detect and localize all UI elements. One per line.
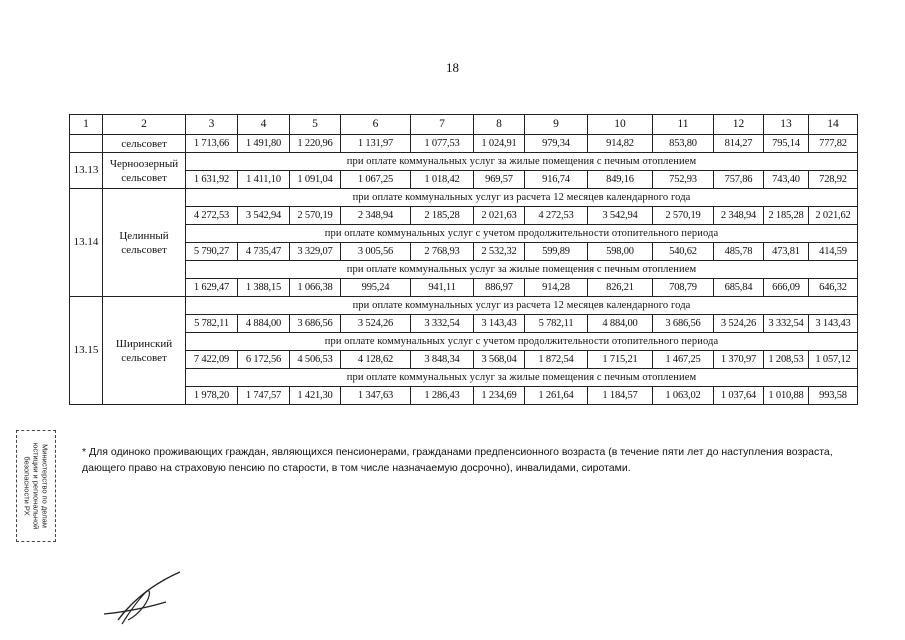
value-cell: 916,74 bbox=[525, 171, 588, 189]
value-cell: 1 091,04 bbox=[290, 171, 341, 189]
value-cell: 1 347,63 bbox=[341, 387, 411, 405]
value-cell: 969,57 bbox=[474, 171, 525, 189]
column-number: 14 bbox=[809, 115, 858, 135]
value-cell: 1 491,80 bbox=[238, 135, 290, 153]
condition-row bbox=[70, 153, 858, 171]
value-cell: 1 131,97 bbox=[341, 135, 411, 153]
value-cell: 3 332,54 bbox=[411, 315, 474, 333]
value-cell: 1 010,88 bbox=[764, 387, 809, 405]
value-cell: 1 747,57 bbox=[238, 387, 290, 405]
value-cell: 540,62 bbox=[653, 243, 714, 261]
value-cell: 2 532,32 bbox=[474, 243, 525, 261]
table-row bbox=[70, 315, 858, 333]
value-cell: 2 348,94 bbox=[714, 207, 764, 225]
table-row bbox=[70, 387, 858, 405]
value-cell: 4 735,47 bbox=[238, 243, 290, 261]
value-cell: 3 332,54 bbox=[764, 315, 809, 333]
value-cell: 2 021,63 bbox=[474, 207, 525, 225]
value-cell: 485,78 bbox=[714, 243, 764, 261]
value-cell: 708,79 bbox=[653, 279, 714, 297]
condition-row bbox=[70, 369, 858, 387]
settlement-name: Черноозерный сельсовет bbox=[103, 153, 186, 189]
column-number: 2 bbox=[103, 115, 186, 135]
value-cell: 979,34 bbox=[525, 135, 588, 153]
table-row bbox=[70, 279, 858, 297]
page-number: 18 bbox=[446, 60, 459, 75]
column-number: 13 bbox=[764, 115, 809, 135]
value-cell: 3 005,56 bbox=[341, 243, 411, 261]
value-cell: 853,80 bbox=[653, 135, 714, 153]
tariff-table bbox=[69, 114, 858, 405]
value-cell: 2 348,94 bbox=[341, 207, 411, 225]
row-number: 13.15 bbox=[70, 297, 103, 405]
value-cell: 795,14 bbox=[764, 135, 809, 153]
value-cell: 1 715,21 bbox=[588, 351, 653, 369]
condition-label: при оплате коммунальных услуг за жилые помещения с печным отоплением bbox=[186, 261, 858, 279]
value-cell: 646,32 bbox=[809, 279, 858, 297]
value-cell: 1 631,92 bbox=[186, 171, 238, 189]
column-number: 4 bbox=[238, 115, 290, 135]
value-cell: 4 506,53 bbox=[290, 351, 341, 369]
value-cell: 1 234,69 bbox=[474, 387, 525, 405]
value-cell: 1 220,96 bbox=[290, 135, 341, 153]
column-number: 10 bbox=[588, 115, 653, 135]
value-cell: 1 066,38 bbox=[290, 279, 341, 297]
row-number: 13.14 bbox=[70, 189, 103, 297]
value-cell: 5 790,27 bbox=[186, 243, 238, 261]
value-cell: 814,27 bbox=[714, 135, 764, 153]
condition-label: при оплате коммунальных услуг за жилые помещения с печным отоплением bbox=[186, 153, 858, 171]
value-cell: 941,11 bbox=[411, 279, 474, 297]
value-cell: 777,82 bbox=[809, 135, 858, 153]
value-cell: 4 884,00 bbox=[588, 315, 653, 333]
value-cell: 3 143,43 bbox=[809, 315, 858, 333]
value-cell: 2 570,19 bbox=[290, 207, 341, 225]
table-row bbox=[70, 243, 858, 261]
settlement-name: Целинный сельсовет bbox=[103, 189, 186, 297]
condition-label: при оплате коммунальных услуг с учетом продолжительности отопительного периода bbox=[186, 333, 858, 351]
value-cell: 3 568,04 bbox=[474, 351, 525, 369]
value-cell: 1 063,02 bbox=[653, 387, 714, 405]
value-cell: 3 542,94 bbox=[588, 207, 653, 225]
value-cell: 598,00 bbox=[588, 243, 653, 261]
value-cell: 4 128,62 bbox=[341, 351, 411, 369]
column-number: 6 bbox=[341, 115, 411, 135]
value-cell: 666,09 bbox=[764, 279, 809, 297]
value-cell: 7 422,09 bbox=[186, 351, 238, 369]
value-cell: 2 185,28 bbox=[764, 207, 809, 225]
value-cell: 414,59 bbox=[809, 243, 858, 261]
value-cell: 1 713,66 bbox=[186, 135, 238, 153]
condition-row bbox=[70, 261, 858, 279]
value-cell: 849,16 bbox=[588, 171, 653, 189]
value-cell: 826,21 bbox=[588, 279, 653, 297]
value-cell: 1 388,15 bbox=[238, 279, 290, 297]
signature-mark bbox=[100, 568, 196, 626]
value-cell: 4 884,00 bbox=[238, 315, 290, 333]
condition-row bbox=[70, 189, 858, 207]
column-number: 1 bbox=[70, 115, 103, 135]
value-cell: 5 782,11 bbox=[186, 315, 238, 333]
value-cell: 3 524,26 bbox=[341, 315, 411, 333]
value-cell: 1 018,42 bbox=[411, 171, 474, 189]
value-cell: 1 286,43 bbox=[411, 387, 474, 405]
condition-label: при оплате коммунальных услуг с учетом продолжительности отопительного периода bbox=[186, 225, 858, 243]
condition-label: при оплате коммунальных услуг из расчета 12 месяцев календарного года bbox=[186, 297, 858, 315]
value-cell: 3 848,34 bbox=[411, 351, 474, 369]
value-cell: 728,92 bbox=[809, 171, 858, 189]
value-cell: 1 184,57 bbox=[588, 387, 653, 405]
column-number: 7 bbox=[411, 115, 474, 135]
value-cell: 743,40 bbox=[764, 171, 809, 189]
value-cell: 1 370,97 bbox=[714, 351, 764, 369]
table-row bbox=[70, 207, 858, 225]
value-cell: 1 421,30 bbox=[290, 387, 341, 405]
value-cell: 1 208,53 bbox=[764, 351, 809, 369]
value-cell: 4 272,53 bbox=[186, 207, 238, 225]
value-cell: 685,84 bbox=[714, 279, 764, 297]
ministry-stamp bbox=[16, 430, 56, 542]
value-cell: 2 768,93 bbox=[411, 243, 474, 261]
value-cell: 1 978,20 bbox=[186, 387, 238, 405]
condition-label: при оплате коммунальных услуг из расчета 12 месяцев календарного года bbox=[186, 189, 858, 207]
condition-row bbox=[70, 333, 858, 351]
value-cell: 3 686,56 bbox=[653, 315, 714, 333]
value-cell: 2 570,19 bbox=[653, 207, 714, 225]
value-cell: 1 872,54 bbox=[525, 351, 588, 369]
value-cell: 1 077,53 bbox=[411, 135, 474, 153]
value-cell: 5 782,11 bbox=[525, 315, 588, 333]
header-row bbox=[70, 115, 858, 135]
column-number: 9 bbox=[525, 115, 588, 135]
value-cell: 3 686,56 bbox=[290, 315, 341, 333]
value-cell: 1 261,64 bbox=[525, 387, 588, 405]
column-number: 3 bbox=[186, 115, 238, 135]
settlement-name: Ширинский сельсовет bbox=[103, 297, 186, 405]
value-cell: 4 272,53 bbox=[525, 207, 588, 225]
value-cell: 1 057,12 bbox=[809, 351, 858, 369]
column-number: 12 bbox=[714, 115, 764, 135]
table-row bbox=[70, 351, 858, 369]
table-row bbox=[70, 135, 858, 153]
value-cell: 993,58 bbox=[809, 387, 858, 405]
value-cell: 914,82 bbox=[588, 135, 653, 153]
condition-row bbox=[70, 225, 858, 243]
value-cell: 995,24 bbox=[341, 279, 411, 297]
value-cell: 3 329,07 bbox=[290, 243, 341, 261]
column-number: 11 bbox=[653, 115, 714, 135]
value-cell: 1 067,25 bbox=[341, 171, 411, 189]
value-cell: 473,81 bbox=[764, 243, 809, 261]
condition-label: при оплате коммунальных услуг за жилые помещения с печным отоплением bbox=[186, 369, 858, 387]
value-cell: 3 524,26 bbox=[714, 315, 764, 333]
condition-row bbox=[70, 297, 858, 315]
row-number bbox=[70, 135, 103, 153]
stamp-text: Министерство по делам юстиции и региональной безопасности РХ bbox=[22, 442, 50, 530]
settlement-name: сельсовет bbox=[103, 135, 186, 153]
column-number: 5 bbox=[290, 115, 341, 135]
table-row bbox=[70, 171, 858, 189]
value-cell: 757,86 bbox=[714, 171, 764, 189]
value-cell: 2 185,28 bbox=[411, 207, 474, 225]
value-cell: 1 411,10 bbox=[238, 171, 290, 189]
footnote: * Для одиноко проживающих граждан, являющихся пенсионерами, гражданами предпенсионного возраста (в течение пяти лет до наступления возраста, дающего право на страховую пенсию по старости, в том числе назначаемую досрочно), инвалидами, сиротами. bbox=[82, 446, 833, 474]
row-number: 13.13 bbox=[70, 153, 103, 189]
column-number: 8 bbox=[474, 115, 525, 135]
value-cell: 1 024,91 bbox=[474, 135, 525, 153]
value-cell: 6 172,56 bbox=[238, 351, 290, 369]
value-cell: 886,97 bbox=[474, 279, 525, 297]
value-cell: 2 021,62 bbox=[809, 207, 858, 225]
value-cell: 3 542,94 bbox=[238, 207, 290, 225]
value-cell: 3 143,43 bbox=[474, 315, 525, 333]
value-cell: 1 629,47 bbox=[186, 279, 238, 297]
value-cell: 752,93 bbox=[653, 171, 714, 189]
value-cell: 599,89 bbox=[525, 243, 588, 261]
value-cell: 1 467,25 bbox=[653, 351, 714, 369]
value-cell: 914,28 bbox=[525, 279, 588, 297]
value-cell: 1 037,64 bbox=[714, 387, 764, 405]
